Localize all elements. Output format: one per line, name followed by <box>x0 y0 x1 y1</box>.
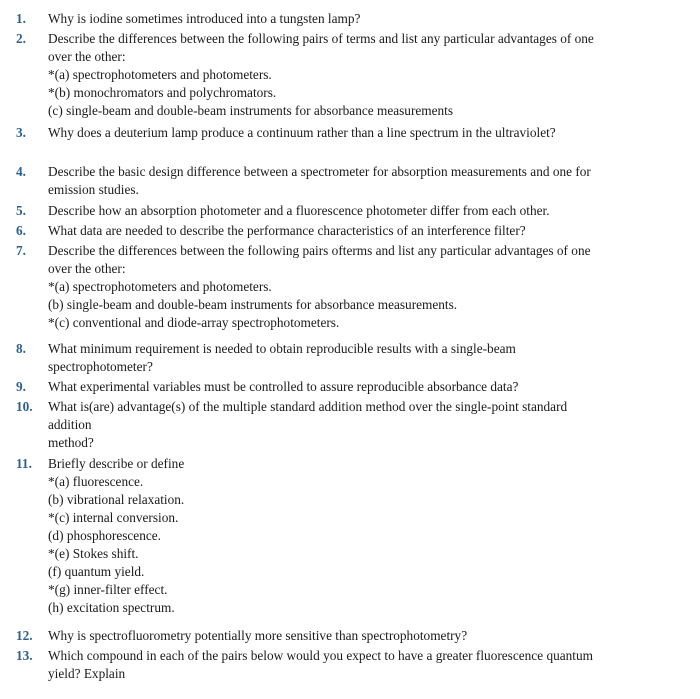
question-4 <box>0 163 690 199</box>
sub-item: *(c) internal conversion. <box>48 510 179 525</box>
question-number: 12. <box>16 628 33 643</box>
question-2 <box>0 30 690 120</box>
question-number: 10. <box>16 399 33 414</box>
question-text: What experimental variables must be controlled to assure reproducible absorbance data? <box>48 379 519 394</box>
question-11 <box>0 455 690 617</box>
question-text: Describe how an absorption photometer and a fluorescence photometer differ from each other. <box>48 203 550 218</box>
question-8 <box>0 340 690 376</box>
question-7 <box>0 242 690 332</box>
sub-item: *(a) spectrophotometers and photometers. <box>48 67 272 82</box>
question-6 <box>0 222 690 240</box>
question-number: 13. <box>16 648 33 663</box>
question-3 <box>0 124 690 142</box>
sub-item: *(g) inner-filter effect. <box>48 582 168 597</box>
sub-item: *(b) monochromators and polychromators. <box>48 85 277 100</box>
question-text: What is(are) advantage(s) of the multiple standard addition method over the single-point standard addition method? <box>48 399 568 450</box>
question-text: Why is spectrofluorometry potentially more sensitive than spectrophotometry? <box>48 628 468 643</box>
question-12 <box>0 627 690 645</box>
sub-item: (c) single-beam and double-beam instruments for absorbance measurements <box>48 103 454 118</box>
question-text: Describe the differences between the following pairs ofterms and list any particular advantages of one over the other: <box>48 243 591 276</box>
question-text: Why is iodine sometimes introduced into a tungsten lamp? <box>48 11 361 26</box>
sub-item: (d) phosphorescence. <box>48 528 161 543</box>
question-text: What data are needed to describe the performance characteristics of an interference filter? <box>48 223 526 238</box>
sub-item: *(e) Stokes shift. <box>48 546 139 561</box>
question-number: 8. <box>16 341 26 356</box>
question-text: Briefly describe or define <box>48 456 185 471</box>
sub-item: *(a) spectrophotometers and photometers. <box>48 279 272 294</box>
sub-item: (h) excitation spectrum. <box>48 600 175 615</box>
question-number: 7. <box>16 243 26 258</box>
question-1 <box>0 10 690 28</box>
sub-item: (b) vibrational relaxation. <box>48 492 185 507</box>
question-number: 1. <box>16 11 26 26</box>
question-13 <box>0 647 690 683</box>
question-number: 6. <box>16 223 26 238</box>
question-number: 2. <box>16 31 26 46</box>
question-number: 3. <box>16 125 26 140</box>
question-number: 5. <box>16 203 26 218</box>
question-number: 11. <box>16 456 32 471</box>
question-10 <box>0 398 690 452</box>
question-9 <box>0 378 690 396</box>
question-5 <box>0 202 690 220</box>
sub-item: *(a) fluorescence. <box>48 474 144 489</box>
question-text: Why does a deuterium lamp produce a continuum rather than a line spectrum in the ultraviolet? <box>48 125 556 140</box>
sub-item: (f) quantum yield. <box>48 564 145 579</box>
question-text: What minimum requirement is needed to obtain reproducible results with a single-beam spectrophotometer? <box>48 341 516 374</box>
sub-item: (b) single-beam and double-beam instruments for absorbance measurements. <box>48 297 458 312</box>
question-text: Which compound in each of the pairs below would you expect to have a greater fluorescence quantum yield? Explain <box>48 648 593 681</box>
question-text: Describe the differences between the following pairs of terms and list any particular advantages of one over the other: <box>48 31 594 64</box>
question-number: 9. <box>16 379 26 394</box>
question-text: Describe the basic design difference between a spectrometer for absorption measurements and one for emission studies. <box>48 164 591 197</box>
sub-item: *(c) conventional and diode-array spectrophotometers. <box>48 315 340 330</box>
question-number: 4. <box>16 164 26 179</box>
